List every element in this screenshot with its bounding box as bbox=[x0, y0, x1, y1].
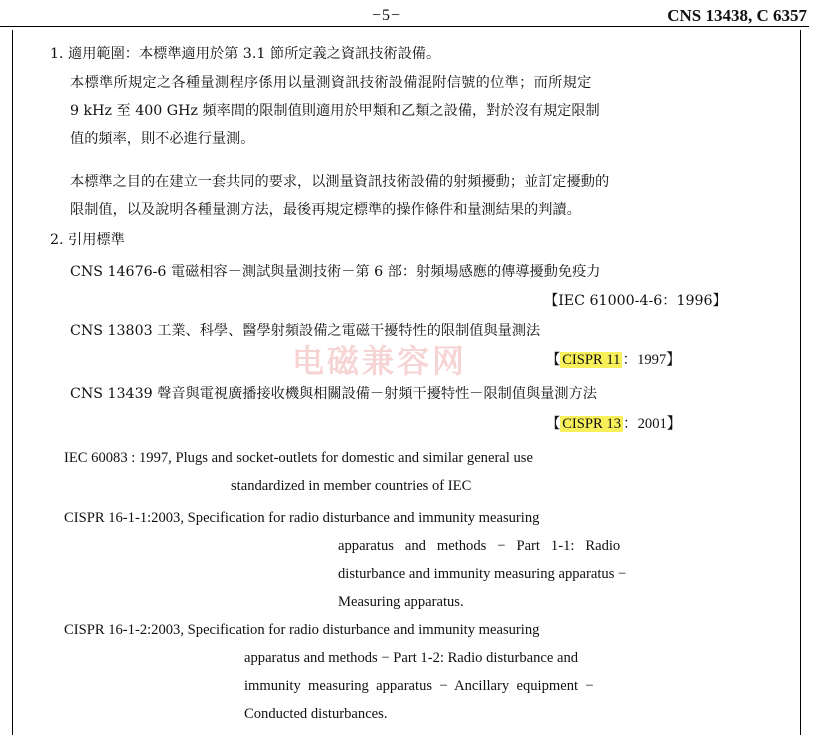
page-number: −5− bbox=[372, 7, 402, 24]
bracket-open: 【 bbox=[546, 352, 561, 368]
cispr11-year: ：1997】 bbox=[622, 352, 681, 368]
cispr13-highlight: CISPR 13 bbox=[562, 416, 622, 432]
header-rule bbox=[0, 26, 809, 27]
ref-cispr16-1-2-line1: CISPR 16-1-2:2003, Specification for radio disturbance and immunity measuring bbox=[64, 622, 540, 638]
bracket-open: 【 bbox=[546, 416, 561, 432]
section-1-para1-line2: 9 kHz 至 400 GHz 頻率間的限制值則適用於甲類和乙類之設備，對於沒有規定限制 bbox=[70, 103, 600, 119]
cispr13-year: ：2001】 bbox=[623, 416, 682, 432]
cispr11-highlight: CISPR 11 bbox=[562, 352, 621, 368]
ref-cns14676-text: CNS 14676-6 電磁相容－測試與量測技術－第 6 部：射頻場感應的傳導擾動免疫力 bbox=[70, 264, 601, 280]
ref-cispr16-1-1-line4: Measuring apparatus. bbox=[338, 594, 464, 610]
ref-cispr16-1-2-line4: Conducted disturbances. bbox=[244, 706, 388, 722]
ref-cns13803-text: CNS 13803 工業、科學、醫學射頻設備之電磁干擾特性的限制值與量測法 bbox=[70, 323, 541, 339]
ref-cispr16-1-1-line1: CISPR 16-1-1:2003, Specification for radio disturbance and immunity measuring bbox=[64, 510, 540, 526]
ref-cispr16-1-1-line3: disturbance and immunity measuring apparatus − bbox=[338, 566, 627, 582]
ref-cns13439-text: CNS 13439 聲音與電視廣播接收機與相關設備－射頻干擾特性－限制值與量測方法 bbox=[70, 386, 597, 402]
ref-cispr16-1-2-line2: apparatus and methods − Part 1-2: Radio disturbance and bbox=[244, 650, 579, 666]
ref-cns13439-std bbox=[546, 414, 681, 434]
section-1-para2-line1: 本標準之目的在建立一套共同的要求，以測量資訊技術設備的射頻擾動；並訂定擾動的 bbox=[70, 174, 610, 190]
watermark: 电磁兼容网 bbox=[292, 342, 468, 380]
ref-iec60083-line2: standardized in member countries of IEC bbox=[231, 478, 472, 494]
section-1-title: 1. 適用範圍：本標準適用於第 3.1 節所定義之資訊技術設備。 bbox=[50, 46, 441, 62]
standard-number: CNS 13438, C 6357 bbox=[667, 6, 807, 25]
ref-cns14676-std: 【IEC 61000-4-6：1996】 bbox=[544, 293, 727, 309]
ref-cispr16-1-2-line3: immunity measuring apparatus − Ancillary equipment − bbox=[244, 678, 594, 694]
section-1-para1-line1: 本標準所規定之各種量測程序係用以量測資訊技術設備混附信號的位準；而所規定 bbox=[70, 75, 592, 91]
ref-cns13803-std bbox=[546, 350, 681, 370]
ref-iec60083-line1: IEC 60083 : 1997, Plugs and socket-outlets for domestic and similar general use bbox=[64, 450, 533, 466]
section-1-para1-line3: 值的頻率，則不必進行量測。 bbox=[70, 131, 255, 147]
ref-cispr16-1-1-line2: apparatus and methods − Part 1-1: Radio bbox=[338, 538, 621, 554]
section-2-title: 2. 引用標準 bbox=[50, 232, 125, 248]
section-1-para2-line2: 限制值，以及說明各種量測方法，最後再規定標準的操作條件和量測結果的判讀。 bbox=[70, 202, 581, 218]
